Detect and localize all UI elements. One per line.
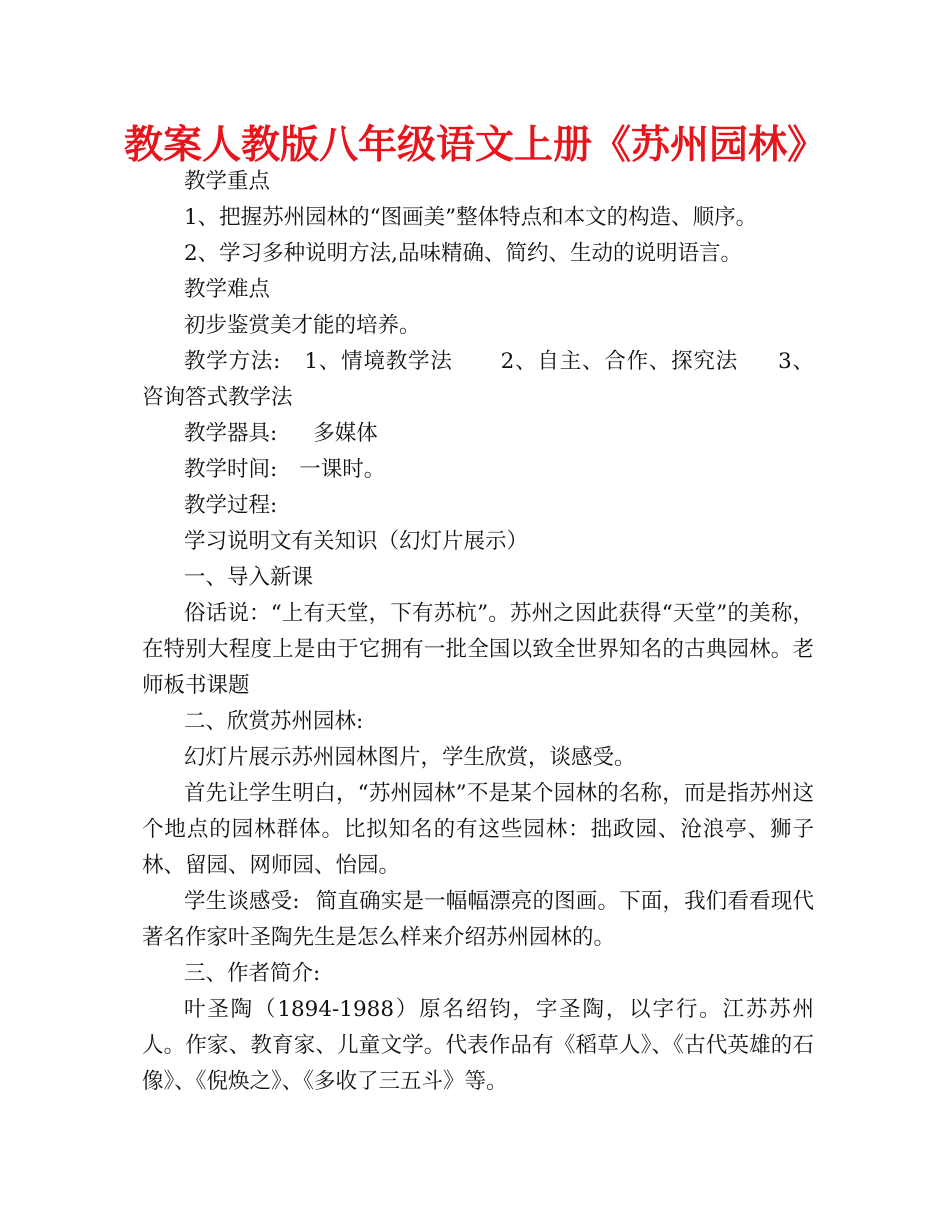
process-heading: 教学过程: xyxy=(184,493,278,518)
tools-label: 教学器具: xyxy=(184,421,278,446)
tools-value: 多媒体 xyxy=(313,421,378,446)
methods-label: 教学方法: xyxy=(184,349,281,374)
method-2: 2、自主、合作、探究法 xyxy=(500,349,739,374)
methods-line xyxy=(142,344,814,416)
section-1-heading: 一、导入新课 xyxy=(184,565,314,590)
intro-knowledge: 学习说明文有关知识（幻灯片展示） xyxy=(184,529,529,554)
section-2-heading: 二、欣赏苏州园林: xyxy=(184,709,364,734)
difficulty-text: 初步鉴赏美才能的培养。 xyxy=(184,313,421,338)
student-feeling-label: 学生谈感受: xyxy=(184,889,300,914)
time-label: 教学时间: xyxy=(184,457,278,482)
student-feeling-text: 简直确实是一幅幅漂亮的图画。下面，我们看看现代著名作家叶圣陶先生是怎么样来介绍苏州园林的。 xyxy=(142,889,814,950)
key-points-heading: 教学重点 xyxy=(184,169,271,194)
section-3-text: 叶圣陶（1894-1988）原名绍钧，字圣陶，以字行。江苏苏州人。作家、教育家、儿童文学。代表作品有《稻草人》、《古代英雄的石像》、《倪焕之》、《多收了三五斗》等。 xyxy=(142,997,814,1094)
section-2-text-2: 首先让学生明白，“苏州园林”不是某个园林的名称，而是指苏州这个地点的园林群体。比拟知名的有这些园林：拙政园、沧浪亭、狮子林、留园、网师园、怡园。 xyxy=(142,781,814,878)
time-value: 一课时。 xyxy=(299,457,386,482)
document-title: 教案人教版八年级语文上册《苏州园林》 xyxy=(123,123,826,168)
section-3-heading: 三、作者简介: xyxy=(184,961,321,986)
time-line xyxy=(142,452,814,488)
student-feeling xyxy=(142,884,814,956)
section-1-text: 俗话说：“上有天堂，下有苏杭”。苏州之因此获得“天堂”的美称，在特别大程度上是由于它拥有一批全国以致全世界知名的古典园林。老师板书课题 xyxy=(142,601,814,698)
section-2-text-1: 幻灯片展示苏州园林图片，学生欣赏，谈感受。 xyxy=(184,745,636,770)
method-1: 1、情境教学法 xyxy=(304,349,453,374)
method-3: 3、咨询答式教学法 xyxy=(142,349,815,410)
tools-line xyxy=(142,416,814,452)
key-point-1: 1、把握苏州园林的“图画美”整体特点和本文的构造、顺序。 xyxy=(184,205,758,230)
document-body xyxy=(142,164,814,1100)
difficulty-heading: 教学难点 xyxy=(184,277,271,302)
key-point-2: 2、学习多种说明方法,品味精确、简约、生动的说明语言。 xyxy=(184,241,743,266)
